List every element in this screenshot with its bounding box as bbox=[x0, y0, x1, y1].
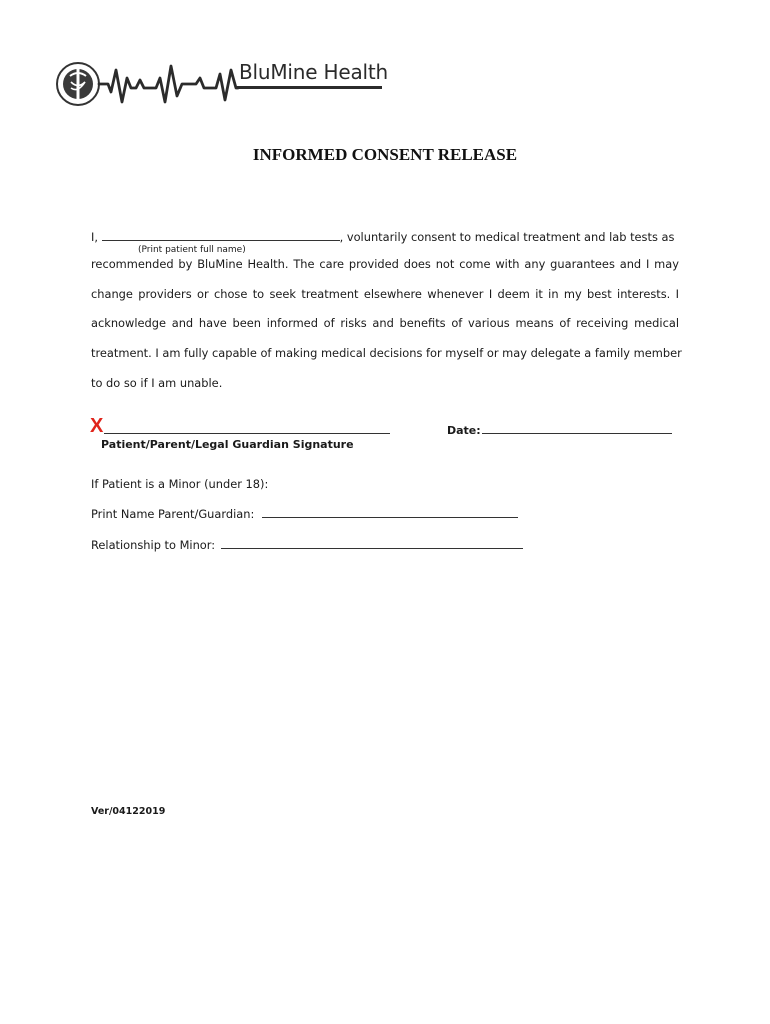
consent-line-3 bbox=[91, 287, 679, 301]
consent-text: recommended by BluMine Health. The care provided does not come with any guarantees and I may bbox=[91, 257, 679, 271]
document-title: INFORMED CONSENT RELEASE bbox=[252, 145, 518, 164]
version-label: Ver/04122019 bbox=[91, 806, 166, 817]
consent-line-2 bbox=[91, 257, 679, 271]
consent-line-6: to do so if I am unable. bbox=[91, 376, 223, 390]
date-label: Date: bbox=[447, 424, 481, 437]
relationship-label: Relationship to Minor: bbox=[91, 538, 216, 552]
print-name-row bbox=[91, 507, 518, 521]
patient-name-field[interactable] bbox=[102, 230, 340, 241]
consent-text: treatment. I am fully capable of making medical decisions for myself or may delegate a family member bbox=[91, 346, 682, 360]
brand-underline bbox=[236, 86, 382, 89]
relationship-row bbox=[91, 538, 523, 552]
consent-prefix: I, bbox=[91, 230, 98, 244]
consent-text: change providers or chose to seek treatment elsewhere whenever I deem it in my best interests. I bbox=[91, 287, 679, 301]
date-field[interactable] bbox=[482, 433, 672, 434]
print-name-field[interactable] bbox=[262, 507, 518, 518]
consent-line-1 bbox=[91, 230, 674, 244]
signature-label: Patient/Parent/Legal Guardian Signature bbox=[101, 438, 354, 451]
signature-field[interactable] bbox=[104, 433, 390, 434]
relationship-field[interactable] bbox=[221, 538, 523, 549]
name-caption: (Print patient full name) bbox=[138, 245, 246, 255]
consent-text: acknowledge and have been informed of risks and benefits of various means of receiving medical bbox=[91, 316, 679, 330]
signature-mark: X bbox=[90, 415, 104, 437]
consent-line-5 bbox=[91, 346, 682, 360]
minor-heading: If Patient is a Minor (under 18): bbox=[91, 477, 269, 491]
consent-line-4 bbox=[91, 316, 679, 330]
brand-name: BluMine Health bbox=[239, 60, 388, 84]
consent-line-1-text: , voluntarily consent to medical treatment and lab tests as bbox=[339, 230, 675, 244]
print-name-label: Print Name Parent/Guardian: bbox=[91, 507, 255, 521]
